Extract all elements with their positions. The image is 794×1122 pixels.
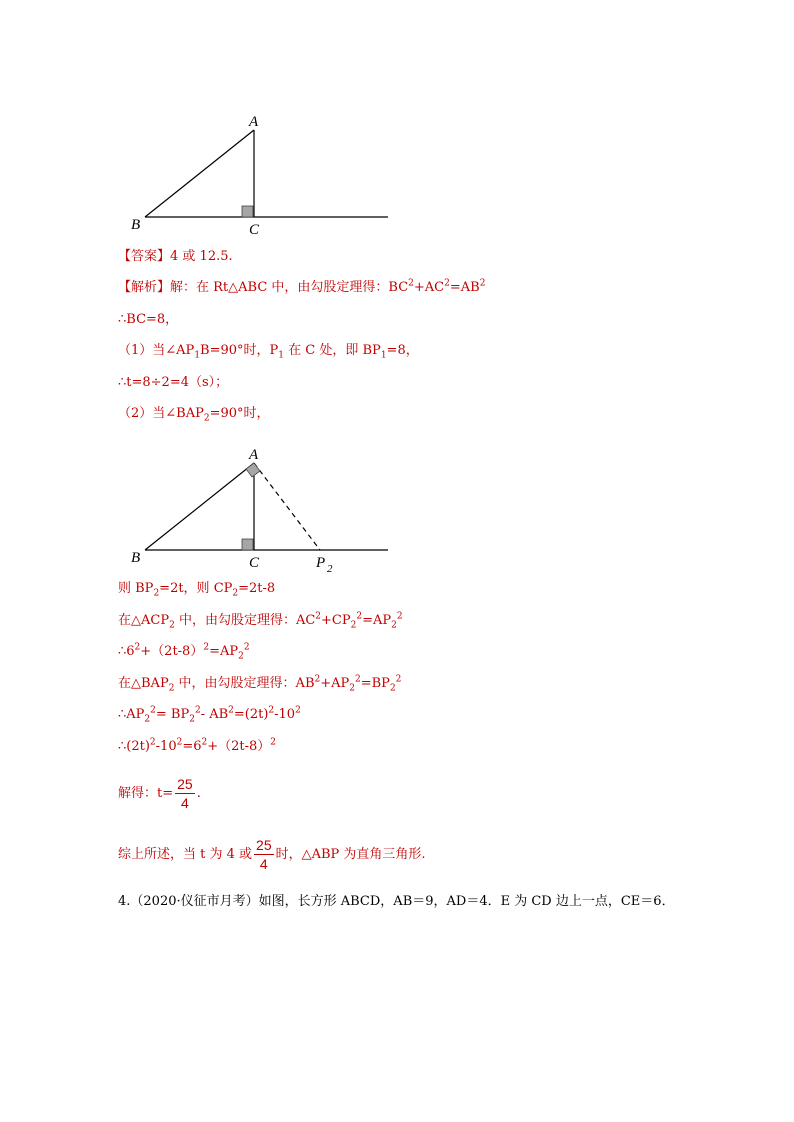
solution-line-10: $\therefore AP_2^2= BP_2^2-$ $AB^2=(2t)^2-10^2$: [118, 705, 301, 725]
fraction-25-over-4: $\frac{25}{4}$: [256, 837, 272, 872]
solution-line-9: 在$\triangle BAP_2$ 中，由勾股定理得：$AB^2+AP_2^2=BP_2^2$: [118, 674, 402, 694]
solution-line-12: 解得：t= $\frac{25}{4}$ .: [118, 776, 201, 811]
solution-line-7: 在$\triangle ACP_2$ 中，由勾股定理得：$AC^2+CP_2^2=AP_2^2$: [118, 611, 403, 631]
label-c: C: [249, 222, 260, 238]
label-b: B: [131, 550, 141, 566]
analysis-line-5: （2）当$\angle BAP_2=90^\circ$时，: [118, 406, 270, 424]
label-a: A: [249, 447, 259, 463]
solution-line-8: $\therefore 6^2+(2t-8)^2=AP_2^2$: [118, 642, 250, 662]
label-p-subscript: 2: [327, 563, 333, 575]
right-angle-marker-a: [246, 463, 260, 477]
conclusion-line: 综上所述，当 t 为 4 或 $\frac{25}{4}$ 时，△ABP 为直角三角形.: [118, 837, 426, 872]
label-a: A: [249, 114, 259, 130]
label-c: C: [249, 555, 260, 571]
analysis-line-2: ∴BC=8，: [118, 312, 179, 327]
solution-line-11: $\therefore(2t)^2-10^2=6^2+(2t-8)^2$: [118, 737, 277, 754]
problem-4-statement: 4.（2020·仪征市月考）如图，长方形 ABCD，AB＝9，AD＝4．E 为 CD 边上一点，CE＝6．: [118, 894, 675, 909]
solution-line-6: 则 $BP_2=2t$，则 $CP_2=2t-8$: [118, 581, 276, 599]
analysis-line-1: 【解析】解：在 Rt△ABC 中，由勾股定理得：$BC^2+AC^2=AB^2$: [118, 278, 486, 295]
analysis-line-4: ∴t=8÷2=4（s）；: [118, 375, 229, 390]
analysis-line-3: （1）当$\angle AP_1B=90^\circ$时，$P_1$ 在 C 处，即 $BP_1=8$，: [118, 343, 419, 361]
label-b: B: [131, 217, 141, 233]
right-angle-marker-c: [242, 539, 253, 550]
fraction-25-over-4: $\frac{25}{4}$: [177, 776, 193, 811]
label-p: P: [316, 555, 326, 571]
answer-line: 【答案】4 或 12.5.: [118, 249, 233, 264]
